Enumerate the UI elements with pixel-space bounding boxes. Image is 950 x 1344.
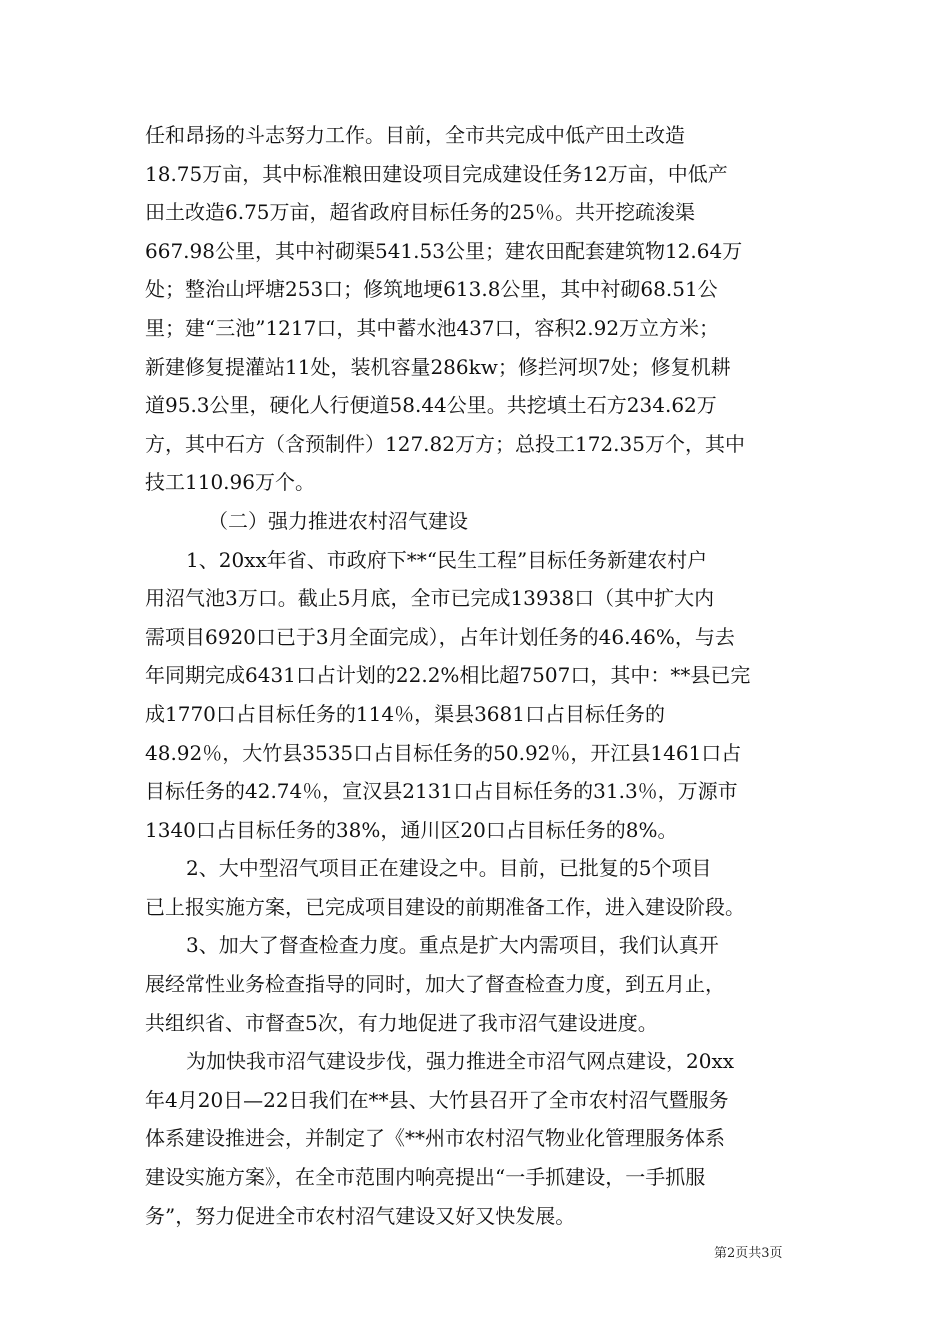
text-line: 年4月20日—22日我们在**县、大竹县召开了全市农村沼气暨服务 [145,1087,729,1112]
section-heading: （二）强力推进农村沼气建设 [208,508,468,533]
text-line: 目标任务的42.74％，宣汉县2131口占目标任务的31.3％，万源市 [145,779,738,804]
text-line: 新建修复提灌站11处，装机容量286kw；修拦河坝7处；修复机耕 [145,354,731,379]
text-line: 建设实施方案》，在全市范围内响亮提出“一手抓建设，一手抓服 [145,1165,706,1190]
text-line: 1340口占目标任务的38%，通川区20口占目标任务的8%。 [145,817,678,842]
text-line: 任和昂扬的斗志努力工作。目前，全市共完成中低产田土改造 [145,123,685,147]
paragraph-start: 3、加大了督查检查力度。重点是扩大内需项目，我们认真开 [186,933,719,958]
text-line: 田土改造6.75万亩，超省政府目标任务的25％。共开挖疏浚渠 [145,200,695,225]
paragraph-start: 2、大中型沼气项目正在建设之中。目前，已批复的5个项目 [186,856,712,881]
text-line: 共组织省、市督查5次，有力地促进了我市沼气建设进度。 [145,1010,658,1035]
text-line: 用沼气池3万口。截止5月底，全市已完成13938口（其中扩大内 [145,586,715,611]
body-text [145,116,810,1235]
text-line: 18.75万亩，其中标准粮田建设项目完成建设任务12万亩，中低产 [145,161,728,186]
text-line: 48.92％，大竹县3535口占目标任务的50.92％，开江县1461口占 [145,740,742,765]
text-line: 道95.3公里，硬化人行便道58.44公里。共挖填土石方234.62万 [145,393,717,418]
paragraph-start: 为加快我市沼气建设步伐，强力推进全市沼气网点建设，20xx [186,1049,735,1074]
text-line: 务”，努力促进全市农村沼气建设又好又快发展。 [145,1203,576,1228]
text-line: 处；整治山坪塘253口；修筑地埂613.8公里，其中衬砌68.51公 [145,277,718,302]
text-line: 展经常性业务检查指导的同时，加大了督查检查力度，到五月止， [145,972,725,997]
text-line: 方，其中石方（含预制件）127.82万方；总投工172.35万个，其中 [145,431,745,456]
text-line: 667.98公里，其中衬砌渠541.53公里；建农田配套建筑物12.64万 [145,238,743,263]
text-line: 已上报实施方案，已完成项目建设的前期准备工作，进入建设阶段。 [145,894,745,919]
text-line: 体系建设推进会，并制定了《**州市农村沼气物业化管理服务体系 [145,1126,725,1151]
text-line: 技工110.96万个。 [145,470,315,495]
text-line: 成1770口占目标任务的114％，渠县3681口占目标任务的 [145,701,665,726]
text-line: 里；建“三池”1217口，其中蓄水池437口，容积2.92万立方米； [145,315,720,340]
page-number: 第2页共3页 [714,1246,783,1261]
paragraph-start: 1、20xx年省、市政府下**“民生工程”目标任务新建农村户 [186,547,708,572]
text-line: 年同期完成6431口占计划的22.2%相比超7507口，其中：**县已完 [145,663,751,688]
text-line: 需项目6920口已于3月全面完成），占年计划任务的46.46%，与去 [145,624,735,649]
